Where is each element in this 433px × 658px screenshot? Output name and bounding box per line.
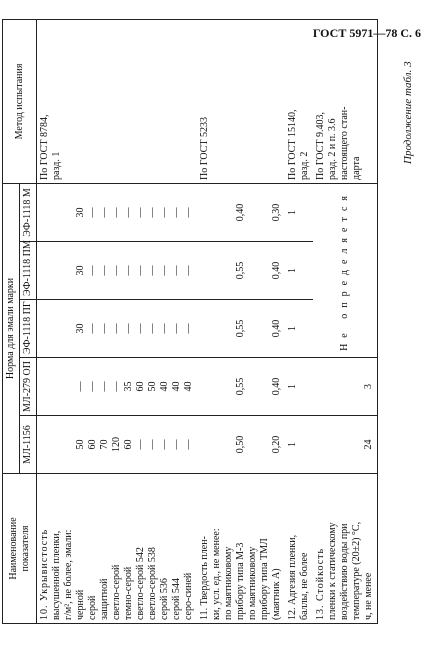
table-row bbox=[285, 19, 313, 623]
col-header-name: Наименование показателя bbox=[3, 474, 37, 624]
row-label: 13. Стойкость пленки к статическому воздействию воды при температуре (20±2) °С, ч, не менее bbox=[313, 474, 378, 624]
col-header-mark: ЭФ-1118 ПМ bbox=[20, 242, 37, 300]
specification-table bbox=[2, 19, 378, 624]
col-header-mark: ЭФ-1118 М bbox=[20, 183, 37, 241]
table-row bbox=[37, 19, 198, 623]
value-cell: 0,55 0,40 bbox=[197, 242, 285, 300]
col-header-method: Метод испытания bbox=[3, 19, 37, 183]
row-label: 11. Твердость плен- ки, усл. ед., не менее: по маятниковому прибору типа М-3 по маятниковому прибору типа ТМЛ (маятник А) bbox=[197, 474, 285, 624]
value-cell: 50 60 70 120 60 — — — — — bbox=[37, 416, 198, 474]
value-cell: 30 — — — — — — — — — bbox=[37, 183, 198, 241]
method-cell: По ГОСТ 8784, разд. 1 bbox=[37, 19, 198, 183]
value-cell: 1 bbox=[285, 300, 313, 358]
table-continuation-label: Продолжение табл. 3 bbox=[402, 61, 414, 164]
value-cell: 1 bbox=[285, 416, 313, 474]
col-header-group: Норма для эмали марки bbox=[3, 183, 20, 473]
rotated-page-content bbox=[2, 14, 422, 624]
col-header-mark: МЛ-279 ОП bbox=[20, 358, 37, 416]
method-cell: По ГОСТ 15140, разд. 2 bbox=[285, 19, 313, 183]
row-label: 12. Адгезия пленки, баллы, не более bbox=[285, 474, 313, 624]
value-cell: 0,40 0,30 bbox=[197, 183, 285, 241]
method-cell: По ГОСТ 9.403, разд. 2 и п. 3.6 настоящего стан- дарта bbox=[313, 19, 378, 183]
value-cell: 1 bbox=[285, 358, 313, 416]
value-cell: 0,55 0,40 bbox=[197, 300, 285, 358]
value-cell: 30 — — — — — — — — — bbox=[37, 242, 198, 300]
table-row bbox=[197, 19, 285, 623]
table-header-row bbox=[3, 19, 20, 623]
method-cell: По ГОСТ 5233 bbox=[197, 19, 285, 183]
value-cell: 1 bbox=[285, 242, 313, 300]
value-cell: 0,50 0,20 bbox=[197, 416, 285, 474]
table-row bbox=[313, 19, 378, 623]
value-cell: 3 bbox=[313, 358, 378, 416]
value-cell: 1 bbox=[285, 183, 313, 241]
row-label: 10. Укрывистость высушенной пленки, г/м², не более, эмали: черной серой защитной светло-серой темно-серой светло-серой 542 светло-серой 538 серой 536 серой 544 серо-синей bbox=[37, 474, 198, 624]
merged-cell-not-determined: Не определяется bbox=[313, 183, 378, 357]
value-cell: — — — — 35 60 50 40 40 40 bbox=[37, 358, 198, 416]
page-header: ГОСТ 5971—78 С. 6 bbox=[312, 26, 421, 40]
col-header-mark: ЭФ-1118 ПГ bbox=[20, 300, 37, 358]
value-cell: 0,55 0,40 bbox=[197, 358, 285, 416]
value-cell: 30 — — — — — — — — — bbox=[37, 300, 198, 358]
value-cell: 24 bbox=[313, 416, 378, 474]
col-header-mark: МЛ-1156 bbox=[20, 416, 37, 474]
